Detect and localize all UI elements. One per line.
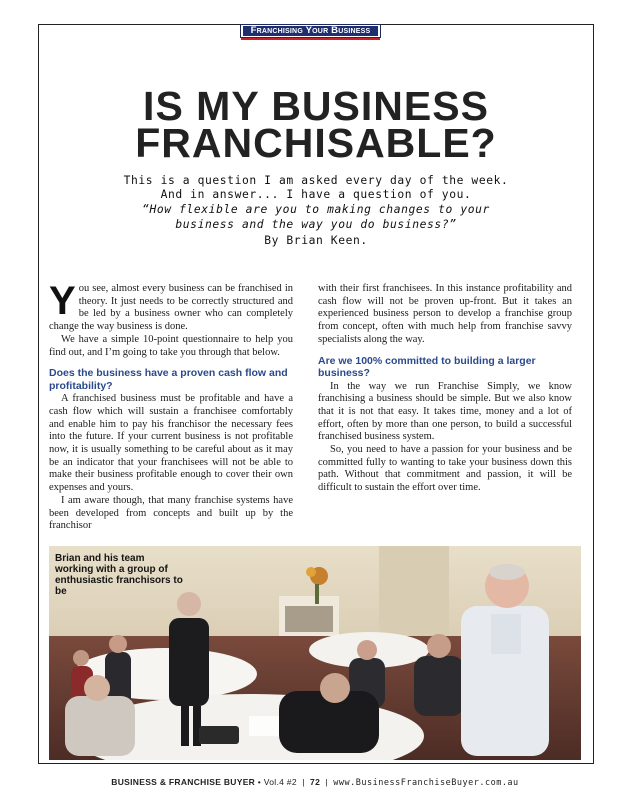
footer-divider: | [299,777,308,787]
photo-caption: Brian and his team working with a group of enthusiastic franchisors to be [55,553,183,597]
footer-publication: BUSINESS & FRANCHISE BUYER [111,777,256,787]
intro-line-2: And in answer... I have a question of you. [160,188,472,201]
article-column-right [318,283,572,495]
article-column-left [49,279,293,533]
footer-url[interactable]: www.BusinessFranchiseBuyer.com.au [333,778,519,788]
section-tag [240,24,381,38]
article-paragraph: So, you need to have a passion for your business and be committed fully to wanting to take your business down this path. Without that commitment and passion, it will be difficult to sustain the effort over time. [318,444,572,494]
article-subheading: Are we 100% committed to building a larger business? [318,354,536,380]
section-tag-underline [241,38,380,40]
intro-line-1: This is a question I am asked every day of the week. [123,174,509,187]
intro-line-4: business and the way you do business?” [175,218,457,231]
page-footer [0,777,630,788]
article-paragraph: I am aware though, that many franchise systems have been developed from concepts and built up by the franchisor [49,494,293,532]
article-paragraph: You see, almost every business can be franchised in theory. It just needs to be correctly structured and be led by a business owner who can completely change the way business is done. [49,279,293,333]
intro-line-3: “How flexible are you to making changes to your [142,203,490,216]
article-paragraph: We have a simple 10-point questionnaire to help you find out, and I’m going to take you through that below. [49,333,293,358]
footer-page-number: 72 [310,777,321,787]
headline-line-2: FRANCHISABLE? [135,120,497,166]
article-subheading: Does the business have a proven cash flow and profitability? [49,367,288,392]
article-paragraph: with their first franchisees. In this instance profitability and cash flow will not be proven up-front. But it takes an experienced business person to develop a franchise group from concept, often with much help from franchise savvy specialists along the way. [318,283,572,345]
section-tag-label: Franchising Your Business [243,26,378,36]
article-paragraph: In the way we run Franchise Simply, we know franchising a business should be simple. But we also know that it is not that easy. It takes time, money and a lot of effort, often by more than one person, to build a successful franchised business system. [318,380,572,443]
footer-divider: | [322,777,331,787]
drop-cap: Y [49,279,76,323]
headline-line-1: IS MY BUSINESS [143,83,489,129]
article-paragraph: A franchised business must be profitable and have a cash flow which will sustain a franchisee comfortably and enable him to pay his franchisor the necessary fees into the future. If your current business is not profitable now, it is usually something to be careful about as it may be an indicator that your franchisees will not be able to make their business profitable enough to cover their own expenses and yours. [49,393,293,494]
byline: By Brian Keen. [264,234,368,247]
footer-volume: • Vol.4 #2 [257,777,297,787]
